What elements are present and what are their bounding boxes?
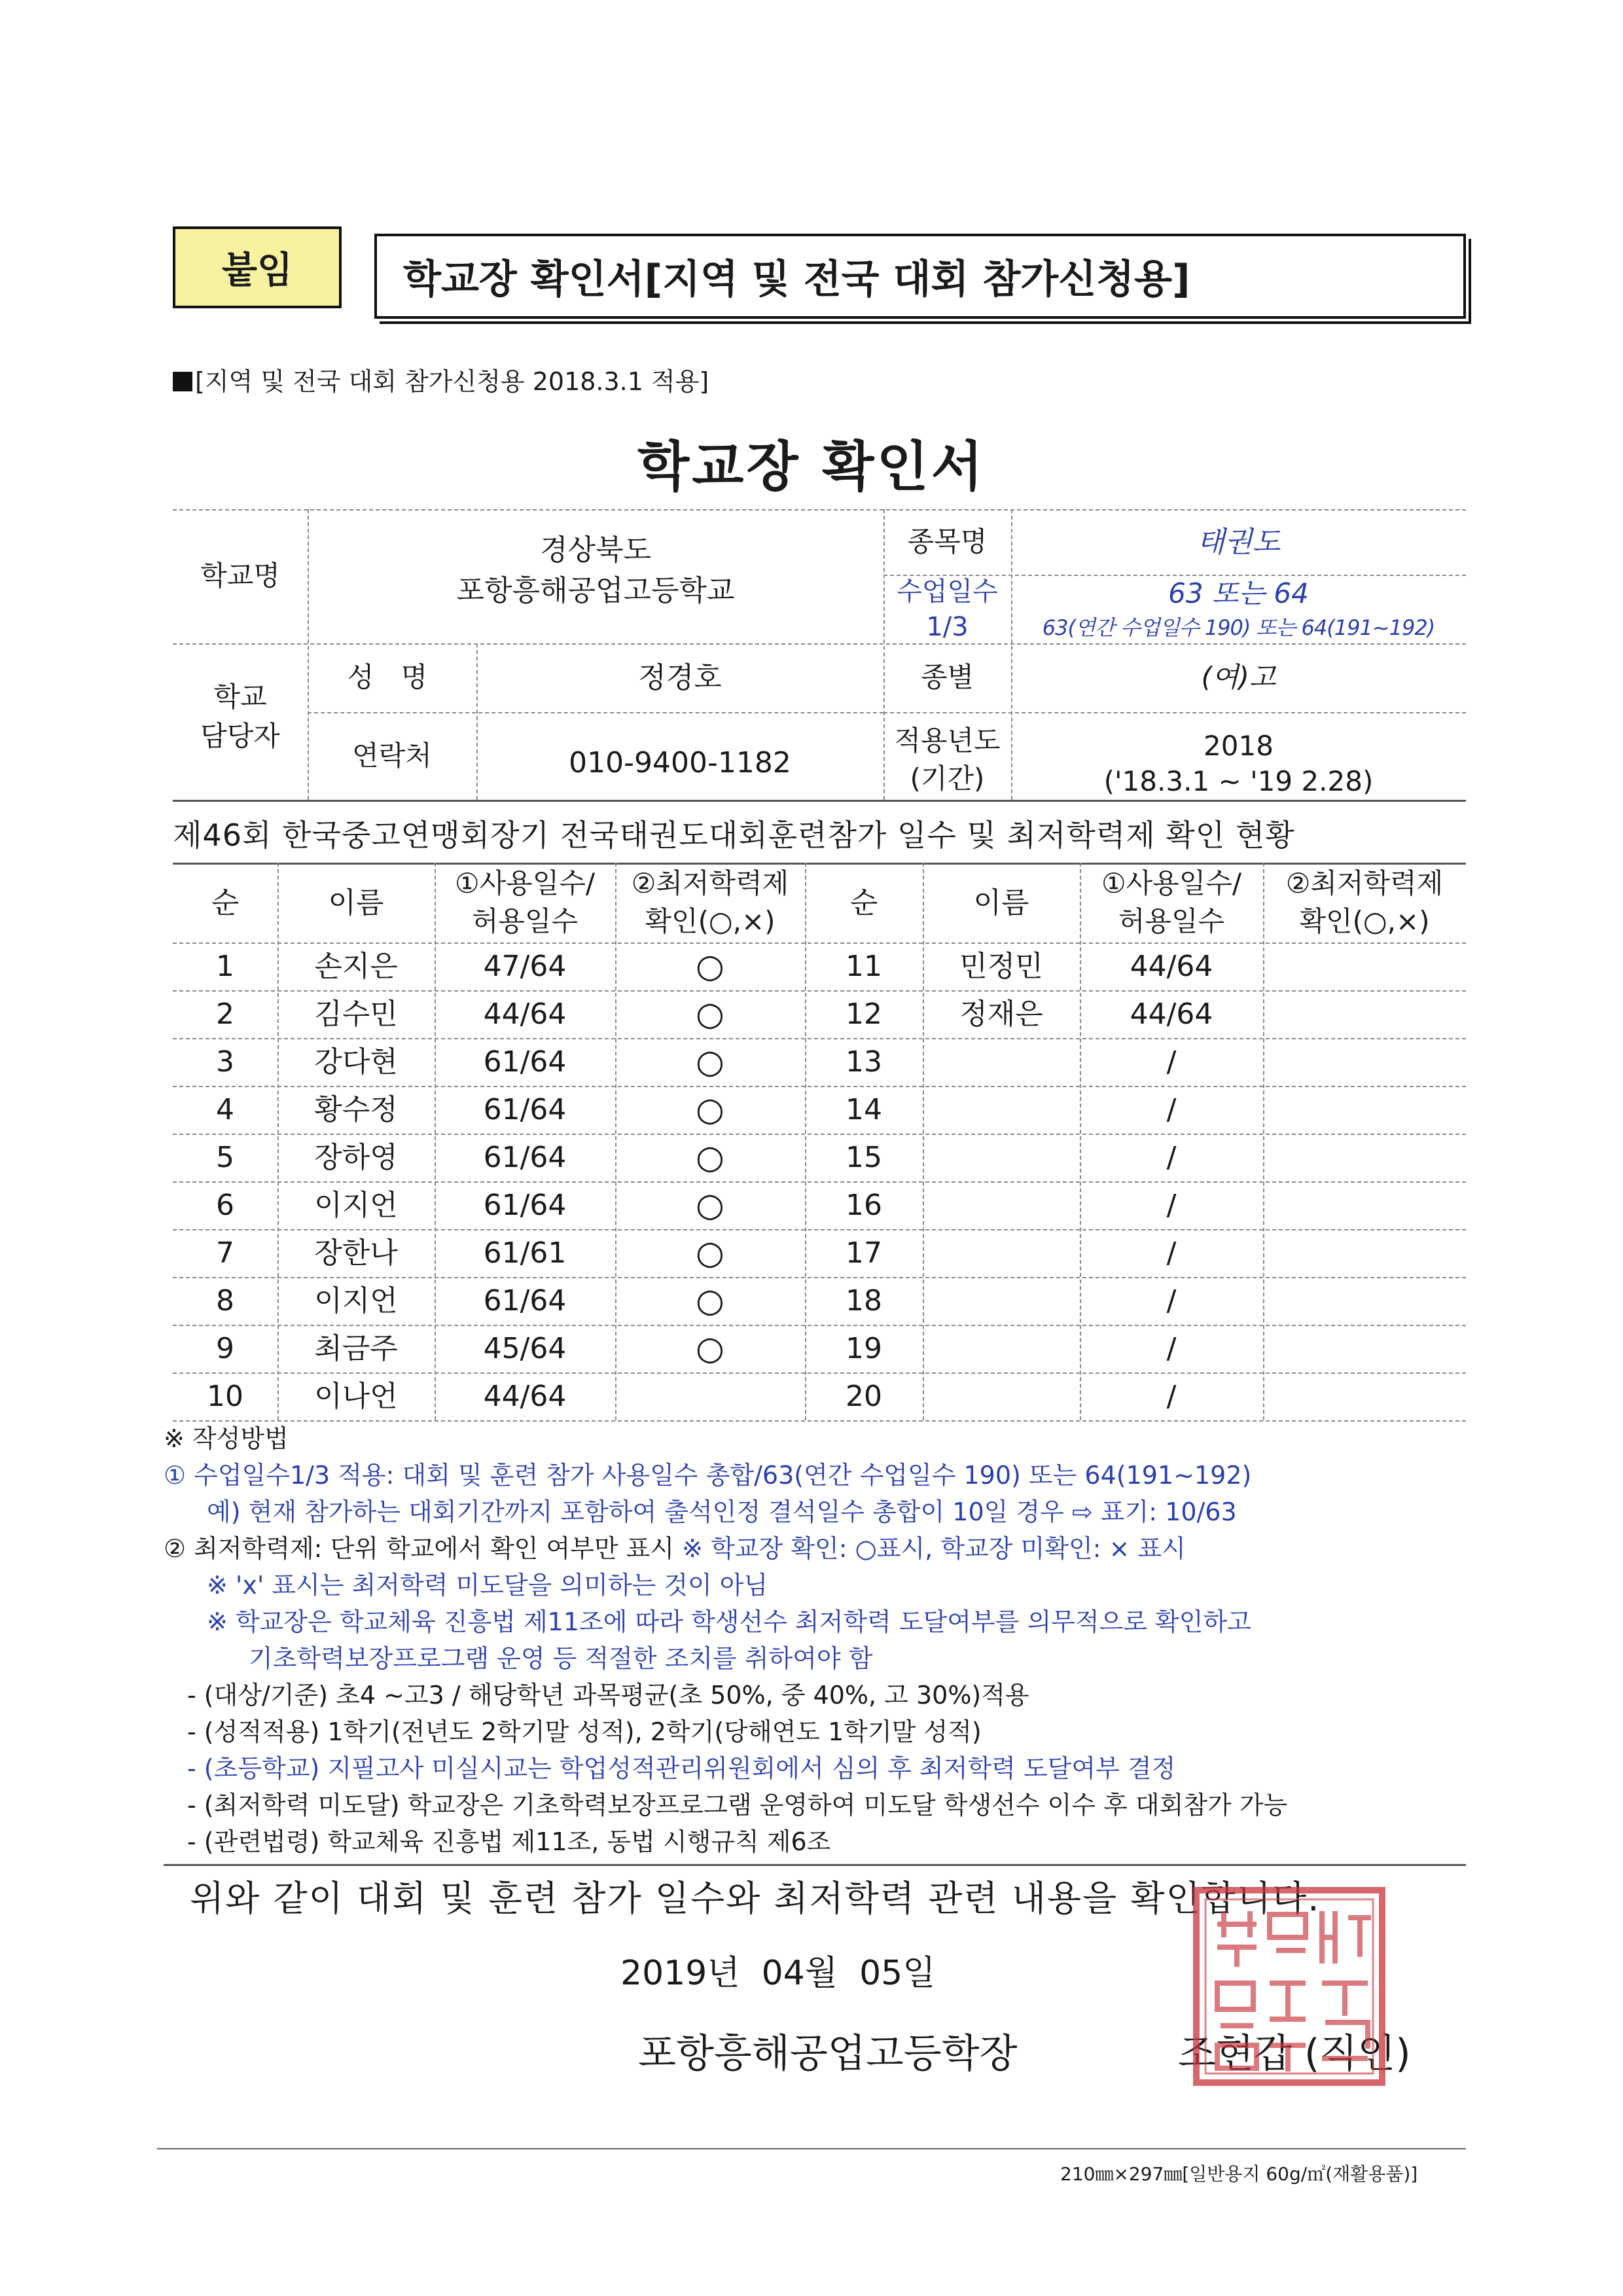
note-days-example: 예) 현재 참가하는 대회기간까지 포함하여 출석인정 결석일수 총합이 10일 경우 ⇨ 표기: 10/63 — [207, 1498, 1237, 1526]
note-min-academic-mark: ※ 학교장 확인: ○표시, 학교장 미확인: × 표시 — [682, 1534, 1186, 1563]
cell-days: 61/64 — [483, 1141, 567, 1174]
table-col-rule — [923, 863, 924, 1420]
cell-no: 2 — [216, 997, 234, 1031]
row-rule — [173, 942, 1466, 944]
cell-name: 장하영 — [314, 1141, 398, 1174]
year-label-1: 적용년도 — [894, 724, 1001, 757]
school-label: 학교명 — [200, 560, 280, 592]
cell-check: ○ — [696, 1329, 724, 1368]
table-col-rule — [1263, 863, 1264, 1420]
cell-name2 — [923, 1372, 1080, 1420]
note-text: [지역 및 전국 대회 참가신청용 2018.3.1 적용] — [195, 367, 709, 396]
note-x-meaning: ※ 'x' 표시는 최저학력 미도달을 의미하는 것이 아님 — [207, 1571, 768, 1600]
cell-days: 61/61 — [483, 1236, 567, 1270]
phone-value: 010-9400-1182 — [569, 745, 791, 780]
cell-check: ○ — [696, 1043, 724, 1081]
cell-check2 — [1263, 1134, 1466, 1181]
cell-days2: / — [1166, 1332, 1177, 1365]
header-check-2b: 확인(○,×) — [1299, 905, 1430, 937]
cell-check2 — [1263, 1181, 1466, 1229]
cell-days2: / — [1166, 1141, 1177, 1174]
signer-title: 포항흥해공업고등학장 — [638, 2031, 1018, 2077]
table-rule-top — [173, 863, 1466, 865]
school-region: 경상북도 — [539, 533, 651, 567]
note-principal: ※ 학교장은 학교체육 진흥법 제11조에 따라 학생선수 최저학력 도달여부를 의무적으로 확인하고 — [207, 1607, 1251, 1636]
row-rule — [173, 1229, 1466, 1230]
cell-days: 45/64 — [483, 1332, 567, 1365]
row-rule — [173, 990, 1466, 992]
cell-days2: / — [1166, 1284, 1177, 1318]
notes-heading: ※ 작성방법 — [164, 1424, 289, 1453]
table-col-rule — [435, 863, 436, 1420]
row-rule — [173, 1086, 1466, 1087]
header-name-2: 이름 — [973, 886, 1029, 920]
row-rule — [173, 1181, 1466, 1183]
header-name: 이름 — [328, 886, 384, 920]
cell-days2: 44/64 — [1130, 997, 1213, 1031]
cell-check2 — [1263, 1372, 1466, 1420]
cell-name2: 민정민 — [959, 950, 1043, 983]
contact-label-2: 담당자 — [200, 719, 280, 752]
notes-rule — [164, 1864, 1466, 1866]
cell-name: 황수정 — [314, 1093, 398, 1126]
cell-check: ○ — [696, 1282, 724, 1320]
detail-target: - (대상/기준) 초4 ~고3 / 해당학년 과목평균(초 50%, 중 40%, 고 30%)적용 — [187, 1681, 1029, 1710]
applicability-note — [173, 361, 709, 397]
row-rule — [173, 1134, 1466, 1135]
school-seal — [1191, 1885, 1387, 2088]
cell-no2: 16 — [846, 1189, 882, 1222]
cell-no2: 18 — [846, 1284, 882, 1318]
note-principal-2: 기초학력보장프로그램 운영 등 적절한 조치를 취하여야 함 — [249, 1644, 873, 1673]
cell-no2: 13 — [846, 1045, 882, 1079]
cell-days: 44/64 — [483, 997, 567, 1031]
note-min-academic-text: ② 최저학력제: 단위 학교에서 확인 여부만 표시 — [164, 1534, 683, 1563]
cell-no: 3 — [216, 1045, 234, 1079]
cell-no2: 15 — [846, 1141, 882, 1174]
cell-check2 — [1263, 990, 1466, 1038]
detail-law: - (관련법령) 학교체육 진흥법 제11조, 동법 시행규칙 제6조 — [187, 1827, 831, 1856]
cell-no: 8 — [216, 1284, 234, 1318]
cell-check — [615, 1372, 805, 1420]
cell-no2: 20 — [846, 1380, 882, 1413]
cell-no: 1 — [216, 950, 234, 983]
cell-days: 44/64 — [483, 1380, 567, 1413]
cell-name: 장한나 — [314, 1236, 398, 1270]
confirmation-text: 위와 같이 대회 및 훈련 참가 일수와 최저학력 관련 내용을 확인합니다. — [190, 1878, 1321, 1919]
cell-name2 — [923, 1134, 1080, 1181]
days-note: 63(연간 수업일수 190) 또는 64(191~192) — [1042, 615, 1435, 640]
cell-no2: 11 — [846, 950, 882, 983]
cell-name2 — [923, 1325, 1080, 1372]
cell-check2 — [1263, 1229, 1466, 1277]
detail-grades: - (성적적용) 1학기(전년도 2학기말 성적), 2학기(당해연도 1학기말 성적) — [187, 1717, 982, 1746]
page-title: 학교장 확인서 — [637, 436, 986, 498]
cell-no: 6 — [216, 1189, 234, 1222]
cell-name: 이지언 — [314, 1284, 398, 1318]
paper-spec: 210㎜×297㎜[일반용지 60g/㎡(재활용품)] — [1060, 2163, 1418, 2185]
year-label-2: (기간) — [910, 762, 985, 795]
cell-days: 61/64 — [483, 1093, 567, 1126]
cell-no2: 17 — [846, 1236, 882, 1270]
attachment-label: 붙임 — [173, 226, 342, 308]
cell-name2 — [923, 1086, 1080, 1134]
cell-days: 61/64 — [483, 1189, 567, 1222]
header-check-2: 확인(○,×) — [645, 905, 776, 937]
cell-check2 — [1263, 1277, 1466, 1325]
note-days: ① 수업일수1/3 적용: 대회 및 훈련 참가 사용일수 총합/63(연간 수업일수 190) 또는 64(191~192) — [164, 1461, 1252, 1490]
detail-below: - (최저학력 미도달) 학교장은 기초학력보장프로그램 운영하여 미도달 학생선수 이수 후 대회참가 가능 — [187, 1791, 1288, 1820]
header-check-1b: ②최저학력제 — [1285, 867, 1444, 899]
cell-no: 7 — [216, 1236, 234, 1270]
header-days-1b: ①사용일수/ — [1101, 867, 1242, 899]
cell-name2 — [923, 1181, 1080, 1229]
detail-elementary: - (초등학교) 지필고사 미실시교는 학업성적관리위원회에서 심의 후 최저학력 도달여부 결정 — [187, 1754, 1176, 1783]
footer-rule — [157, 2148, 1466, 2149]
cell-days2: / — [1166, 1045, 1177, 1079]
cell-name2 — [923, 1229, 1080, 1277]
cell-no: 4 — [216, 1093, 234, 1126]
row-rule — [173, 1277, 1466, 1278]
header-days-2b: 허용일수 — [1118, 905, 1225, 937]
type-value: (여)고 — [1201, 661, 1276, 694]
days-label-2: 1/3 — [926, 612, 969, 642]
cell-days: 47/64 — [483, 950, 567, 983]
days-label-1: 수업일수 — [897, 577, 998, 607]
cell-days2: / — [1166, 1380, 1177, 1413]
cell-no: 9 — [216, 1332, 234, 1365]
cell-days2: / — [1166, 1189, 1177, 1222]
cell-name: 손지은 — [314, 950, 398, 983]
event-value: 태권도 — [1196, 525, 1281, 559]
cell-name: 이나언 — [314, 1380, 398, 1413]
note-min-academic — [164, 1530, 1472, 1567]
row-rule — [173, 1325, 1466, 1326]
cell-no2: 19 — [846, 1332, 882, 1365]
header-no: 순 — [211, 886, 240, 920]
days-value: 63 또는 64 — [1168, 577, 1309, 609]
section-title: 제46회 한국중고연맹회장기 전국태권도대회훈련참가 일수 및 최저학력제 확인 현황 — [173, 817, 1295, 853]
cell-no: 5 — [216, 1141, 234, 1174]
cell-no2: 12 — [846, 997, 882, 1031]
square-bullet-icon — [173, 372, 192, 391]
cell-days2: 44/64 — [1130, 950, 1213, 983]
year-period: ('18.3.1 ~ '19 2.28) — [1103, 764, 1374, 797]
cell-check: ○ — [696, 947, 724, 986]
name-label: 성 명 — [347, 661, 437, 694]
cell-name: 강다현 — [314, 1045, 398, 1079]
cell-days: 61/64 — [483, 1284, 567, 1318]
cell-no: 10 — [207, 1380, 243, 1413]
cell-check: ○ — [696, 995, 724, 1033]
cell-check2 — [1263, 1038, 1466, 1086]
cell-days: 61/64 — [483, 1045, 567, 1079]
cell-check: ○ — [696, 1090, 724, 1129]
info-rule-type — [883, 712, 1466, 713]
year-value: 2018 — [1204, 729, 1274, 762]
cell-check2 — [1263, 1086, 1466, 1134]
box-title: 학교장 확인서[지역 및 전국 대회 참가신청용] — [374, 234, 1466, 319]
cell-check: ○ — [696, 1138, 724, 1177]
table-col-rule — [1080, 863, 1081, 1420]
cell-name: 김수민 — [314, 997, 398, 1031]
instructions — [164, 1420, 1472, 1860]
table-col-rule — [615, 863, 616, 1420]
cell-name2: 정재은 — [959, 997, 1043, 1031]
header-check-1: ②최저학력제 — [631, 867, 789, 899]
table-col-rule — [805, 863, 806, 1420]
row-rule — [173, 1038, 1466, 1039]
cell-name2 — [923, 1277, 1080, 1325]
header-days-2: 허용일수 — [471, 905, 579, 937]
cell-check: ○ — [696, 1186, 724, 1225]
type-label: 종별 — [920, 661, 974, 694]
cell-no2: 14 — [846, 1093, 882, 1126]
table-col-rule — [277, 863, 279, 1420]
cell-name: 최금주 — [314, 1332, 398, 1365]
cell-check2 — [1263, 942, 1466, 990]
school-name: 포항흥해공업고등학교 — [456, 573, 735, 607]
contact-label-1: 학교 — [213, 680, 267, 713]
name-value: 정경호 — [638, 661, 722, 694]
signer-name: 조현갑 (직인) — [1178, 2031, 1411, 2077]
cell-days2: / — [1166, 1093, 1177, 1126]
issue-date: 2019년 04월 05일 — [620, 1954, 936, 1993]
header-days-1: ①사용일수/ — [454, 867, 596, 899]
cell-name: 이지언 — [314, 1189, 398, 1222]
event-label: 종목명 — [907, 525, 988, 558]
cell-days2: / — [1166, 1236, 1177, 1270]
cell-check2 — [1263, 1325, 1466, 1372]
cell-name2 — [923, 1038, 1080, 1086]
cell-check: ○ — [696, 1234, 724, 1272]
row-rule — [173, 1372, 1466, 1374]
header-no-2: 순 — [849, 886, 878, 920]
phone-label: 연락처 — [352, 739, 432, 772]
